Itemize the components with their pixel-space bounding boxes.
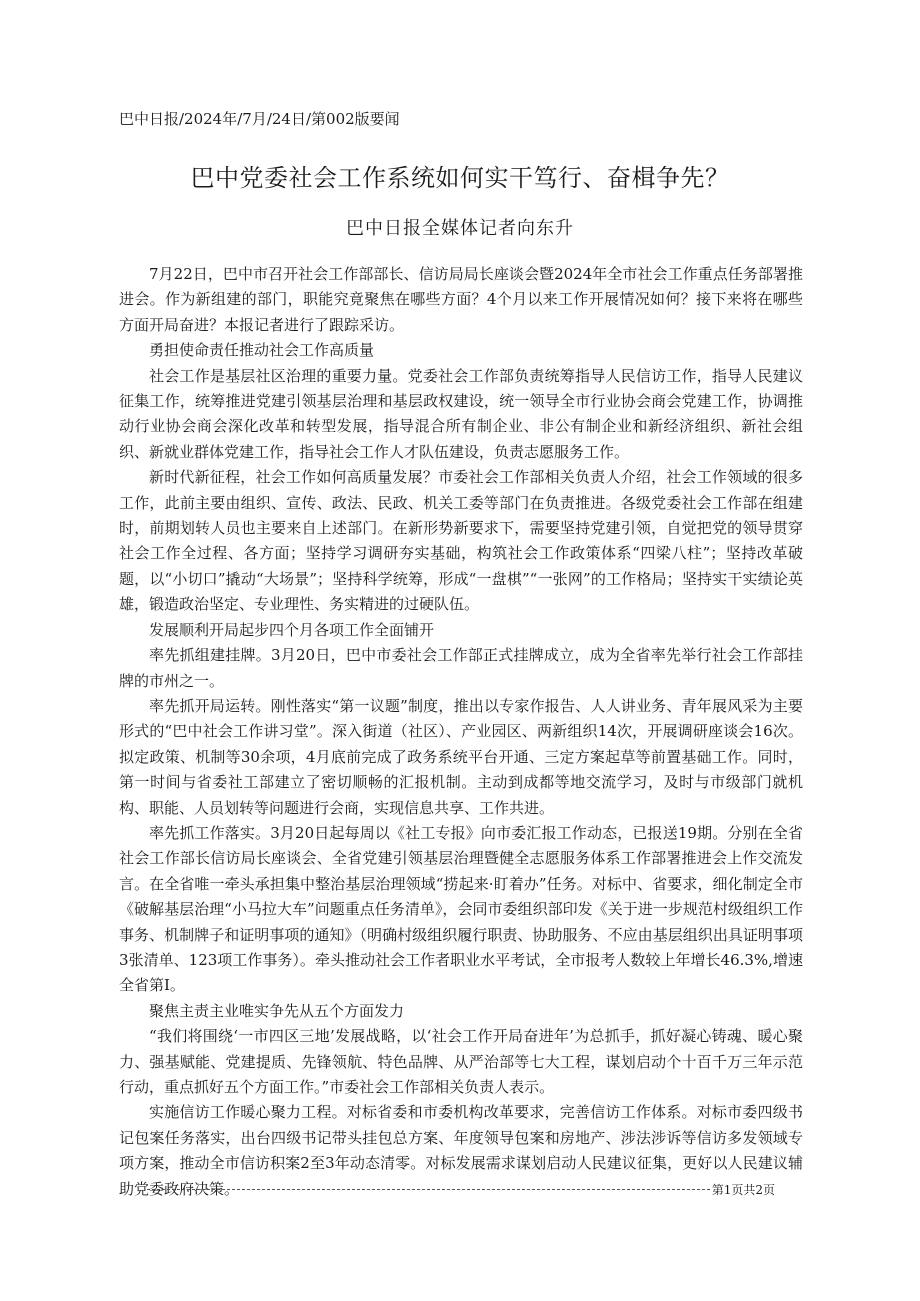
article-body: [119, 262, 803, 1202]
section-heading: 聚焦主责主业唯实争先从五个方面发力: [149, 1001, 405, 1020]
footer-divider: [147, 1189, 710, 1190]
paragraph: 实施信访工作暖心聚力工程。对标省委和市委机构改革要求，完善信访工作体系。对标市委四级书记包案任务落实，出台四级书记带头挂包总方案、年度领导包案和房地产、涉法涉诉等信访多发领域专项方案，推动全市信访积案2至3年动态清零。对标发展需求谋划启动人民建议征集，更好以人民建议辅助党委政府决策。: [119, 1103, 803, 1198]
article-title: 巴中党委社会工作系统如何实干笃行、奋楫争先？: [190, 164, 730, 192]
paragraph: 新时代新征程，社会工作如何高质量发展？市委社会工作部相关负责人介绍，社会工作领域的很多工作，此前主要由组织、宣传、政法、民政、机关工委等部门在负责推进。各级党委社会工作部在组建时，前期划转人员也主要来自上述部门。在新形势新要求下，需要坚持党建引领，自觉把党的领导贯穿社会工作全过程、各方面；坚持学习调研夯实基础，构筑社会工作政策体系“四梁八柱”；坚持改革破题，以“小切口”撬动“大场景”；坚持科学统筹，形成“一盘棋”“一张网”的工作格局；坚持实干实绩论英雄，锻造政治坚定、专业理性、务实精进的过硬队伍。: [119, 468, 803, 614]
paragraph: 率先抓组建挂牌。3月20日，巴中市委社会工作部正式挂牌成立，成为全省率先举行社会工作部挂牌的市州之一。: [119, 646, 803, 690]
page-number: 第1页共2页: [711, 1183, 775, 1197]
source-line: 巴中日报/2024年/7月/24日/第002版要闻: [119, 110, 400, 128]
paragraph-quote: “我们将围绕‘一市四区三地’发展战略，以‘社会工作开局奋进年’为总抓手，抓好凝心铸魂、暖心聚力、强基赋能、党建提质、先锋领航、特色品牌、从严治部等七大工程，谋划启动个十百千万三年示范行动，重点抓好五个方面工作。”市委社会工作部相关负责人表示。: [119, 1027, 803, 1096]
page-footer: [147, 1181, 775, 1198]
section-heading: 发展顺利开局起步四个月各项工作全面铺开: [149, 620, 435, 639]
paragraph: 社会工作是基层社区治理的重要力量。党委社会工作部负责统筹指导人民信访工作，指导人民建议征集工作，统筹推进党建引领基层治理和基层政权建设，统一领导全市行业协会商会党建工作，协调推动行业协会商会深化改革和转型发展，指导混合所有制企业、非公有制企业和新经济组织、新社会组织、新就业群体党建工作，指导社会工作人才队伍建设，负责志愿服务工作。: [119, 366, 803, 461]
article-byline: 巴中日报全媒体记者向东升: [346, 218, 574, 239]
section-heading: 勇担使命责任推动社会工作高质量: [149, 341, 375, 360]
paragraph: 率先抓工作落实。3月20日起每周以《社工专报》向市委汇报工作动态，已报送19期。分别在全省社会工作部长信访局长座谈会、全省党建引领基层治理暨健全志愿服务体系工作部署推进会上作交流发言。在全省唯一牵头承担集中整治基层治理领域“捞起来·盯着办”任务。对标中、省要求，细化制定全市《破解基层治理“小马拉大车”问题重点任务清单》，会同市委组织部印发《关于进一步规范村级组织工作事务、机制牌子和证明事项的通知》（明确村级组织履行职责、协助服务、不应由基层组织出具证明事项3张清单、123项工作事务）。牵头推动社会工作者职业水平考试，全市报考人数较上年增长46.3%,增速全省第I。: [119, 823, 803, 995]
paragraph: 率先抓开局运转。刚性落实“第一议题”制度，推出以专家作报告、人人讲业务、青年展风采为主要形式的“巴中社会工作讲习堂”。深入街道（社区）、产业园区、两新组织14次，开展调研座谈会16次。拟定政策、机制等30余项，4月底前完成了政务系统平台开通、三定方案起草等前置基础工作。同时，第一时间与省委社工部建立了密切顺畅的汇报机制。主动到成都等地交流学习，及时与市级部门就机构、职能、人员划转等问题进行会商，实现信息共享、工作共进。: [119, 696, 803, 817]
paragraph-intro: 7月22日，巴中市召开社会工作部部长、信访局局长座谈会暨2024年全市社会工作重点任务部署推进会。作为新组建的部门，职能究竟聚焦在哪些方面？4个月以来工作开展情况如何？接下来将在哪些方面开局奋进？本报记者进行了跟踪采访。: [119, 265, 803, 334]
